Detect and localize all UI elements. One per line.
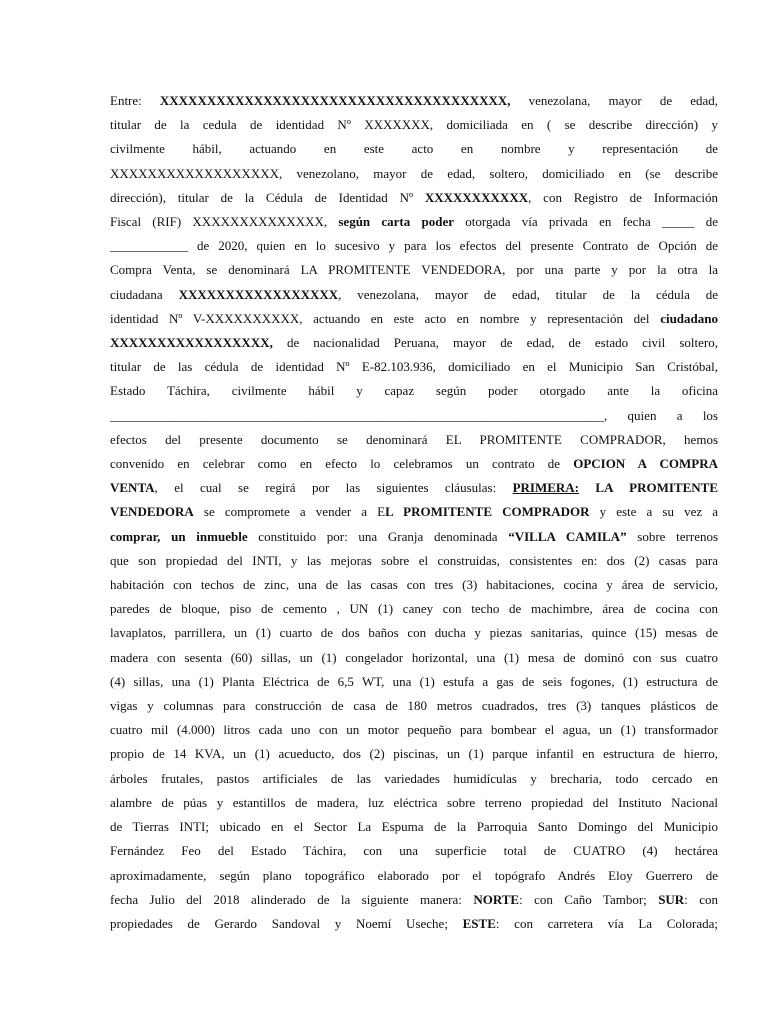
text-run: otorgada vía privada en fecha _____ de <box>454 214 718 230</box>
text-line <box>110 137 718 161</box>
text-line <box>110 186 718 210</box>
text-line <box>110 815 718 839</box>
text-run: cuatro mil (4.000) litros cada uno con un motor pequeño para bombear el agua, un (1) transformador <box>110 722 718 738</box>
bold-run: NORTE <box>473 891 520 907</box>
text-run: se compromete a vender a E <box>193 504 386 520</box>
bold-run: ESTE <box>462 915 496 931</box>
text-line <box>110 283 718 307</box>
text-run: Estado Táchira, civilmente hábil y capaz según poder otorgado ante la oficina <box>110 383 718 399</box>
bold-run: LA PROMITENTE <box>579 480 718 496</box>
bold-run: L PROMITENTE COMPRADOR <box>385 504 590 520</box>
bold-run: OPCION A COMPRA <box>573 456 718 472</box>
text-line <box>110 210 718 234</box>
text-run: dirección), titular de la Cédula de Identidad Nº <box>110 189 425 205</box>
text-run: árboles frutales, pastos artificiales de las variedades humidículas y brecharia, todo cercado en <box>110 770 718 786</box>
text-line <box>110 718 718 742</box>
text-line <box>110 888 718 912</box>
text-line <box>110 113 718 137</box>
text-run: XXXXXXXXXXXXXXXXXX, venezolano, mayor de edad, soltero, domiciliado en (se describe <box>110 165 718 181</box>
text-line <box>110 379 718 403</box>
text-run: civilmente hábil, actuando en este acto en nombre y representación de <box>110 141 718 157</box>
text-line <box>110 428 718 452</box>
bold-run: SUR <box>658 891 685 907</box>
text-run: y este a su vez a <box>589 504 718 520</box>
text-run: fecha Julio del 2018 alinderado de la siguiente manera: <box>110 891 474 907</box>
bold-run: “VILLA CAMILA” <box>508 528 627 544</box>
text-line <box>110 694 718 718</box>
text-line <box>110 597 718 621</box>
text-run: ____________________________________________________________________________, quien a los <box>110 407 718 423</box>
bold-run: XXXXXXXXXXXXXXXXX, <box>110 335 273 351</box>
text-run: madera con sesenta (60) sillas, un (1) congelador horizontal, una (1) mesa de dominó con sus cuatro <box>110 649 718 665</box>
text-run: : con carretera vía La Colorada; <box>495 915 718 931</box>
text-line <box>110 476 718 500</box>
text-line <box>110 742 718 766</box>
text-line <box>110 670 718 694</box>
bold-run: según carta poder <box>338 214 454 230</box>
text-line <box>110 791 718 815</box>
text-run: , con Registro de Información <box>528 189 718 205</box>
text-run: venezolana, mayor de edad, <box>510 93 718 108</box>
text-line <box>110 525 718 549</box>
text-line <box>110 452 718 476</box>
text-line <box>110 646 718 670</box>
text-run: vigas y columnas para construcción de casa de 180 metros cuadrados, tres (3) tanques plásticos de <box>110 698 718 714</box>
bold-run: XXXXXXXXXXX <box>424 189 529 205</box>
text-run: propio de 14 KVA, un (1) acueducto, dos (2) piscinas, un (1) parque infantil en estructura de hierro, <box>110 746 718 762</box>
text-line <box>110 839 718 863</box>
text-run: , venezolana, mayor de edad, titular de la cédula de <box>338 286 719 302</box>
bold-run: comprar, un inmueble <box>110 528 248 544</box>
text-run: de nacionalidad Peruana, mayor de edad, de estado civil soltero, <box>272 335 718 351</box>
text-run: de Tierras INTI; ubicado en el Sector La Espuma de la Parroquia Santo Domingo del Municipio <box>110 819 718 835</box>
text-line <box>110 573 718 597</box>
text-line <box>110 767 718 791</box>
text-run: , el cual se regirá por las siguientes cláusulas: <box>154 480 513 496</box>
contract-body-text <box>110 89 718 936</box>
text-run: efectos del presente documento se denominará EL PROMITENTE COMPRADOR, hemos <box>110 431 718 447</box>
text-run: paredes de bloque, piso de cemento , UN (1) caney con techo de machimbre, área de cocina con <box>110 601 718 617</box>
text-run: titular de las cédula de identidad Nº E-82.103.936, domiciliado en el Municipio San Cristóbal, <box>110 359 718 375</box>
text-run: sobre terrenos <box>626 528 719 544</box>
text-run: propiedades de Gerardo Sandoval y Noemí Useche; <box>110 915 463 931</box>
text-run: ciudadana <box>110 286 179 302</box>
bold-run: ciudadano <box>660 310 718 326</box>
text-run: aproximadamente, según plano topográfico elaborado por el topógrafo Andrés Eloy Guerrero de <box>110 867 718 883</box>
text-run: convenido en celebrar como en efecto lo celebramos un contrato de <box>110 456 574 472</box>
text-run: (4) sillas, una (1) Planta Eléctrica de 6,5 WT, una (1) estufa a gas de seis fogones, (1) estructura de <box>110 673 718 689</box>
bold-run: XXXXXXXXXXXXXXXXXXXXXXXXXXXXXXXXXXXXX, <box>159 93 511 108</box>
text-run: : con <box>684 891 718 907</box>
text-line <box>110 89 718 113</box>
text-line <box>110 307 718 331</box>
text-line <box>110 234 718 258</box>
text-run: ____________ de 2020, quien en lo sucesivo y para los efectos del presente Contrato de Opción de <box>110 238 718 254</box>
text-run: Fiscal (RIF) XXXXXXXXXXXXXX, <box>110 214 339 230</box>
text-run: : con Caño Tambor; <box>519 891 659 907</box>
text-run: lavaplatos, parrillera, un (1) cuarto de dos baños con ducha y piezas sanitarias, quince (15) mesas de <box>110 625 718 641</box>
text-run: habitación con techos de zinc, una de las casas con tres (3) habitaciones, cocina y área de servicio, <box>110 577 718 593</box>
text-line <box>110 549 718 573</box>
text-line <box>110 258 718 282</box>
text-line <box>110 355 718 379</box>
text-run: que son propiedad del INTI, y las mejoras sobre el construidas, consistentes en: dos (2) casas para <box>110 552 718 568</box>
text-run: Entre: <box>110 93 160 108</box>
text-line <box>110 162 718 186</box>
text-line <box>110 864 718 888</box>
text-run: constituido por: una Granja denominada <box>247 528 509 544</box>
bold-run: VENDEDORA <box>110 504 194 520</box>
bold-run: PRIMERA: <box>512 480 580 496</box>
text-run: Fernández Feo del Estado Táchira, con una superficie total de CUATRO (4) hectárea <box>110 843 718 859</box>
bold-run: VENTA <box>110 480 155 496</box>
text-line <box>110 912 718 936</box>
text-run: titular de la cedula de identidad Nº XXXXXXX, domiciliada en ( se describe dirección) y <box>110 117 718 133</box>
text-line <box>110 404 718 428</box>
bold-run: XXXXXXXXXXXXXXXXX <box>178 286 339 302</box>
text-run: alambre de púas y estantillos de madera, luz eléctrica sobre terreno propiedad del Instituto Nacional <box>110 794 718 810</box>
text-run: Compra Venta, se denominará LA PROMITENTE VENDEDORA, por una parte y por la otra la <box>110 262 718 278</box>
text-line <box>110 331 718 355</box>
text-line <box>110 500 718 524</box>
text-run: identidad Nº V-XXXXXXXXXX, actuando en este acto en nombre y representación del <box>110 310 661 326</box>
text-line <box>110 621 718 645</box>
